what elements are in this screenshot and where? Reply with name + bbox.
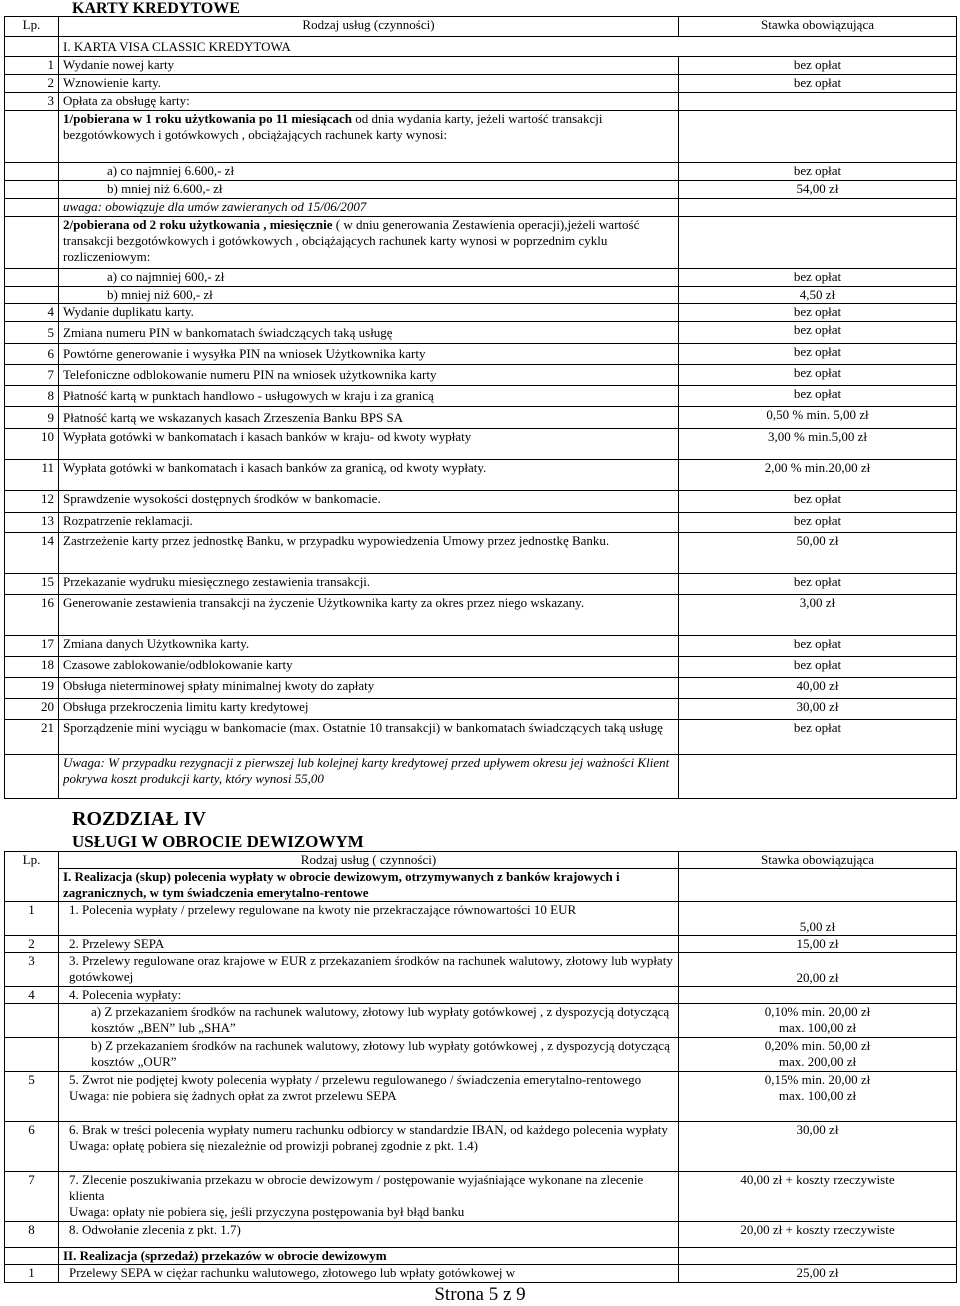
table-row — [5, 533, 957, 574]
row-rate: 3,00 % min.5,00 zł — [679, 429, 957, 460]
row-lp: 9 — [5, 407, 59, 429]
table-row — [5, 344, 957, 365]
row-rate: 0,15% min. 20,00 zł max. 100,00 zł — [679, 1072, 957, 1122]
row-service: a) co najmniej 600,- zł — [59, 269, 679, 287]
row-rate: 25,00 zł — [679, 1265, 957, 1283]
current-page: 5 — [488, 1284, 499, 1305]
table-row — [5, 322, 957, 344]
table-row — [5, 755, 957, 799]
subheader-fx-purchase: I. Realizacja (skup) polecenia wypłaty w obrocie dewizowym, otrzymywanych z banków krajowych i zagranicznych, w tym świadczenia emerytalno-rentowe — [59, 869, 679, 902]
row-rate: bez opłat — [679, 344, 957, 365]
section-subheader — [5, 1248, 957, 1265]
table-row — [5, 365, 957, 386]
credit-cards-fee-table — [4, 16, 957, 799]
row-rate — [679, 93, 957, 111]
row-rate: bez opłat — [679, 720, 957, 755]
row-service: 2. Przelewy SEPA — [59, 936, 679, 953]
row-rate: 20,00 zł + koszty rzeczywiste — [679, 1222, 957, 1248]
row-lp — [5, 111, 59, 163]
header-lp: Lp. — [5, 17, 59, 37]
row-service: b) mniej niż 600,- zł — [59, 287, 679, 304]
row-rate: 0,50 % min. 5,00 zł — [679, 407, 957, 429]
header-rate: Stawka obowiązująca — [679, 852, 957, 869]
row-service: Wydanie duplikatu karty. — [59, 304, 679, 322]
row-rate: 40,00 zł — [679, 678, 957, 699]
row-service: Zmiana danych Użytkownika karty. — [59, 636, 679, 657]
table-row — [5, 217, 957, 269]
row-lp: 2 — [5, 75, 59, 93]
row-lp: 2 — [5, 936, 59, 953]
row-rate: bez opłat — [679, 513, 957, 533]
table-row — [5, 699, 957, 720]
table-row — [5, 1072, 957, 1122]
foreign-exchange-fee-table — [4, 851, 957, 1283]
row-service: 2/pobierana od 2 roku użytkowania , miesięcznie ( w dniu generowania Zestawienia operacji),jeżeli wartość transakcji bezgotówkowych i gotówkowych , obciążających rachunek karty wynosi w poprzednim cyklu rozliczeniowym: — [59, 217, 679, 269]
row-service: Wypłata gotówki w bankomatach i kasach banków w kraju- od kwoty wypłaty — [59, 429, 679, 460]
row-lp — [5, 199, 59, 217]
row-service: 8. Odwołanie zlecenia z pkt. 1.7) — [59, 1222, 679, 1248]
row-service: Uwaga: W przypadku rezygnacji z pierwszej lub kolejnej karty kredytowej przed upływem okresu jej ważności Klient pokrywa koszt produkcji karty, który wynosi 55,00 — [59, 755, 679, 799]
row-lp: 7 — [5, 365, 59, 386]
row-rate: 30,00 zł — [679, 1122, 957, 1172]
table-row — [5, 181, 957, 199]
row-service: 1. Polecenia wypłaty / przelewy regulowane na kwoty nie przekraczające równowartości 10 EUR — [59, 902, 679, 936]
row-service: Wznowienie karty. — [59, 75, 679, 93]
row-lp: 5 — [5, 1072, 59, 1122]
row-lp — [5, 755, 59, 799]
row-service: b) Z przekazaniem środków na rachunek walutowy, złotowy lub wypłaty gotówkowej , z dyspozycją dotyczącą kosztów „OUR” — [59, 1038, 679, 1072]
row-lp: 19 — [5, 678, 59, 699]
row-service: Zastrzeżenie karty przez jednostkę Banku, w przypadku wypowiedzenia Umowy przez jednostkę Banku. — [59, 533, 679, 574]
row-lp: 16 — [5, 595, 59, 636]
row-service: Płatność kartą w punktach handlowo - usługowych w kraju i za granicą — [59, 386, 679, 407]
table-row — [5, 199, 957, 217]
table-row — [5, 287, 957, 304]
row-service: Generowanie zestawienia transakcji na życzenie Użytkownika karty za okres przez niego wskazany. — [59, 595, 679, 636]
row-rate: bez opłat — [679, 57, 957, 75]
table-row — [5, 163, 957, 181]
row-service: 6. Brak w treści polecenia wypłaty numeru rachunku odbiorcy w standardzie IBAN, od każdego polecenia wypłaty Uwaga: opłatę pobiera się niezależnie od prowizji pobranej zgodnie z pkt. 1.4) — [59, 1122, 679, 1172]
row-rate: 20,00 zł — [679, 953, 957, 987]
table-row — [5, 657, 957, 678]
row-rate: 54,00 zł — [679, 181, 957, 199]
table-row — [5, 953, 957, 987]
header-service: Rodzaj usług (czynności) — [59, 17, 679, 37]
row-service: a) Z przekazaniem środków na rachunek walutowy, złotowy lub wypłaty gotówkowej , z dyspozycją dotyczącą kosztów „BEN” lub „SHA” — [59, 1004, 679, 1038]
subheader-visa-classic: I. KARTA VISA CLASSIC KREDYTOWA — [59, 37, 957, 57]
row-lp: 4 — [5, 304, 59, 322]
row-service: 3. Przelewy regulowane oraz krajowe w EUR z przekazaniem środków na rachunek walutowy, złotowy lub wypłaty gotówkowej — [59, 953, 679, 987]
row-rate — [679, 217, 957, 269]
row-service: a) co najmniej 6.600,- zł — [59, 163, 679, 181]
row-lp — [5, 217, 59, 269]
row-lp — [5, 269, 59, 287]
table-row — [5, 1222, 957, 1248]
row-rate: bez opłat — [679, 365, 957, 386]
table-row — [5, 636, 957, 657]
table-row — [5, 987, 957, 1004]
row-rate: 0,20% min. 50,00 zł max. 200,00 zł — [679, 1038, 957, 1072]
chapter-title: USŁUGI W OBROCIE DEWIZOWYM — [72, 832, 364, 851]
row-service: Przelewy SEPA w ciężar rachunku walutowego, złotowego lub wpłaty gotówkowej w — [59, 1265, 679, 1283]
row-rate: 15,00 zł — [679, 936, 957, 953]
row-rate: 0,10% min. 20,00 zł max. 100,00 zł — [679, 1004, 957, 1038]
table-row — [5, 429, 957, 460]
row-service: Wydanie nowej karty — [59, 57, 679, 75]
table-row — [5, 720, 957, 755]
row-service: Powtórne generowanie i wysyłka PIN na wniosek Użytkownika karty — [59, 344, 679, 365]
header-service: Rodzaj usług ( czynności) — [59, 852, 679, 869]
section-subheader — [5, 37, 957, 57]
row-lp: 7 — [5, 1172, 59, 1222]
table-row — [5, 1265, 957, 1283]
row-service: 7. Zlecenie poszukiwania przekazu w obrocie dewizowym / postępowanie wyjaśniające wykonane na zlecenie klienta Uwaga: opłaty nie pobiera się, jeśli przyczyna postępowania był błąd banku — [59, 1172, 679, 1222]
row-service: Sprawdzenie wysokości dostępnych środków w bankomacie. — [59, 491, 679, 513]
row-lp: 5 — [5, 322, 59, 344]
row-rate: bez opłat — [679, 163, 957, 181]
row-lp — [5, 1038, 59, 1072]
row-lp: 3 — [5, 93, 59, 111]
row-lp: 11 — [5, 460, 59, 491]
table-row — [5, 595, 957, 636]
row-lp: 1 — [5, 1265, 59, 1283]
row-service: Obsługa nieterminowej spłaty minimalnej kwoty do zapłaty — [59, 678, 679, 699]
row-rate: bez opłat — [679, 636, 957, 657]
table-row — [5, 93, 957, 111]
row-service: uwaga: obowiązuje dla umów zawieranych od 15/06/2007 — [59, 199, 679, 217]
row-rate — [679, 987, 957, 1004]
page-title: KARTY KREDYTOWE — [72, 0, 240, 17]
table-row — [5, 1172, 957, 1222]
table-row — [5, 902, 957, 936]
table-row — [5, 407, 957, 429]
total-pages: 9 — [516, 1284, 526, 1305]
row-rate: 50,00 zł — [679, 533, 957, 574]
row-service: b) mniej niż 6.600,- zł — [59, 181, 679, 199]
row-rate: 4,50 zł — [679, 287, 957, 304]
row-service: 1/pobierana w 1 roku użytkowania po 11 miesiącach od dnia wydania karty, jeżeli wartość transakcji bezgotówkowych i gotówkowych , obciążających rachunek karty wynosi: — [59, 111, 679, 163]
header-lp: Lp. — [5, 852, 59, 902]
row-rate: bez opłat — [679, 491, 957, 513]
row-rate: 3,00 zł — [679, 595, 957, 636]
page-footer: Strona 5 z 9 — [434, 1284, 526, 1305]
row-service: Obsługa przekroczenia limitu karty kredytowej — [59, 699, 679, 720]
row-lp: 21 — [5, 720, 59, 755]
table-row — [5, 57, 957, 75]
row-rate: bez opłat — [679, 304, 957, 322]
row-lp — [5, 287, 59, 304]
row-service: Wypłata gotówki w bankomatach i kasach banków za granicą, od kwoty wypłaty. — [59, 460, 679, 491]
row-lp: 4 — [5, 987, 59, 1004]
table-header-row — [5, 852, 957, 869]
row-lp: 13 — [5, 513, 59, 533]
row-lp: 14 — [5, 533, 59, 574]
row-lp: 1 — [5, 57, 59, 75]
row-note: Uwaga: opłaty nie pobiera się, jeśli przyczyna postępowania był błąd banku — [69, 1204, 465, 1219]
chapter-heading: ROZDZIAŁ IV — [72, 808, 206, 830]
row-rate: 2,00 % min.20,00 zł — [679, 460, 957, 491]
table-row — [5, 1038, 957, 1072]
row-rate: 30,00 zł — [679, 699, 957, 720]
subheader-fx-sale: II. Realizacja (sprzedaż) przekazów w obrocie dewizowym — [59, 1248, 679, 1265]
table-row — [5, 111, 957, 163]
row-lp: 6 — [5, 1122, 59, 1172]
row-note: Uwaga: opłatę pobiera się niezależnie od prowizji pobranej zgodnie z pkt. 1.4) — [69, 1138, 478, 1153]
row-lp: 17 — [5, 636, 59, 657]
table-row — [5, 1004, 957, 1038]
row-lp: 8 — [5, 1222, 59, 1248]
row-lp: 15 — [5, 574, 59, 595]
row-lp: 1 — [5, 902, 59, 936]
table-row — [5, 460, 957, 491]
row-lp: 20 — [5, 699, 59, 720]
row-lp: 10 — [5, 429, 59, 460]
row-lp: 3 — [5, 953, 59, 987]
row-rate: bez opłat — [679, 75, 957, 93]
table-row — [5, 386, 957, 407]
row-service: Płatność kartą we wskazanych kasach Zrzeszenia Banku BPS SA — [59, 407, 679, 429]
table-row — [5, 1122, 957, 1172]
section-subheader — [5, 869, 957, 902]
row-lp: 8 — [5, 386, 59, 407]
row-service: Czasowe zablokowanie/odblokowanie karty — [59, 657, 679, 678]
table-header-row — [5, 17, 957, 37]
row-service: 5. Zwrot nie podjętej kwoty polecenia wypłaty / przelewu regulowanego / świadczenia emerytalno-rentowego Uwaga: nie pobiera się żadnych opłat za zwrot przelewu SEPA — [59, 1072, 679, 1122]
table-row — [5, 678, 957, 699]
row-rate: 5,00 zł — [679, 902, 957, 936]
row-lp: 18 — [5, 657, 59, 678]
row-lp — [5, 163, 59, 181]
row-lp — [5, 1004, 59, 1038]
row-service: Zmiana numeru PIN w bankomatach świadczących taką usługę — [59, 322, 679, 344]
row-note: Uwaga: nie pobiera się żadnych opłat za zwrot przelewu SEPA — [69, 1088, 397, 1103]
row-rate — [679, 199, 957, 217]
table-row — [5, 574, 957, 595]
row-service: Rozpatrzenie reklamacji. — [59, 513, 679, 533]
row-rate: bez opłat — [679, 574, 957, 595]
row-lp — [5, 181, 59, 199]
row-rate: bez opłat — [679, 269, 957, 287]
row-service: 4. Polecenia wypłaty: — [59, 987, 679, 1004]
row-rate: bez opłat — [679, 657, 957, 678]
row-rate: bez opłat — [679, 322, 957, 344]
header-rate: Stawka obowiązująca — [679, 17, 957, 37]
table-row — [5, 75, 957, 93]
table-row — [5, 491, 957, 513]
row-rate: bez opłat — [679, 386, 957, 407]
row-service: Przekazanie wydruku miesięcznego zestawienia transakcji. — [59, 574, 679, 595]
table-row — [5, 936, 957, 953]
table-row — [5, 269, 957, 287]
row-rate — [679, 111, 957, 163]
row-rate — [679, 755, 957, 799]
row-rate: 40,00 zł + koszty rzeczywiste — [679, 1172, 957, 1222]
row-lp: 6 — [5, 344, 59, 365]
row-lp: 12 — [5, 491, 59, 513]
row-service: Opłata za obsługę karty: — [59, 93, 679, 111]
table-row — [5, 304, 957, 322]
row-service: Sporządzenie mini wyciągu w bankomacie (max. Ostatnie 10 transakcji) w bankomatach świadczących taką usługę — [59, 720, 679, 755]
table-row — [5, 513, 957, 533]
row-service: Telefoniczne odblokowanie numeru PIN na wniosek użytkownika karty — [59, 365, 679, 386]
